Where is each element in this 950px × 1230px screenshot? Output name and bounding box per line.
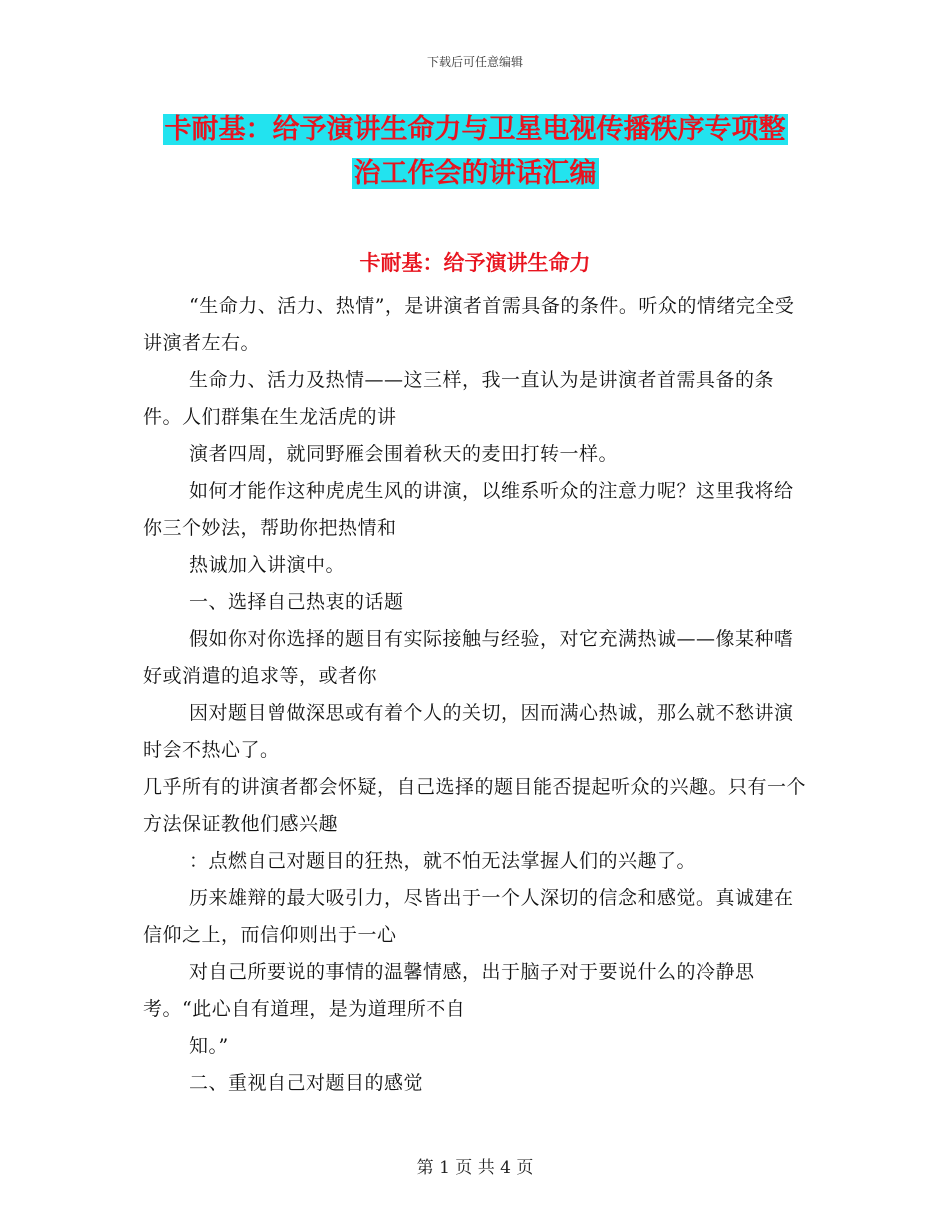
paragraph: 历来雄辩的最大吸引力，尽皆出于一个人深切的信念和感觉。真诚建在信仰之上，而信仰则出于一心 [143, 887, 794, 946]
paragraph: 因对题目曾做深思或有着个人的关切，因而满心热诚，那么就不愁讲演时会不热心了。 [143, 702, 794, 761]
body-text [143, 288, 808, 1102]
main-title-line-1 [0, 110, 950, 150]
paragraph: ：点燃自己对题目的狂热，就不怕无法掌握人们的兴趣了。 [189, 850, 697, 872]
paragraph: 几乎所有的讲演者都会怀疑，自己选择的题目能否提起听众的兴趣。只有一个方法保证教他们感兴趣 [143, 776, 807, 835]
paragraph: 演者四周，就同野雁会围着秋天的麦田打转一样。 [189, 443, 619, 465]
page-number-footer: 第 1 页 共 4 页 [416, 1158, 534, 1178]
paragraph: 如何才能作这种虎虎生风的讲演，以维系听众的注意力呢？这里我将给你三个妙法，帮助你把热情和 [143, 480, 794, 539]
paragraph: 对自己所要说的事情的温馨情感，出于脑子对于要说什么的冷静思考。“此心自有道理，是为道理所不自 [143, 961, 755, 1020]
paragraph: 知。” [189, 1035, 229, 1057]
subheading: 二、重视自己对题目的感觉 [189, 1072, 424, 1094]
subheading: 一、选择自己热衷的话题 [189, 591, 404, 613]
section-title: 卡耐基：给予演讲生命力 [359, 251, 591, 275]
paragraph: 热诚加入讲演中。 [189, 554, 346, 576]
main-title-text-1: 卡耐基：给予演讲生命力与卫星电视传播秩序专项整 [164, 114, 786, 145]
paragraph: “生命力、活力、热情”，是讲演者首需具备的条件。听众的情绪完全受讲演者左右。 [143, 295, 795, 354]
main-title-line-2 [0, 154, 950, 194]
paragraph: 假如你对你选择的题目有实际接触与经验，对它充满热诚——像某种嗜好或消遣的追求等，或者你 [143, 628, 794, 687]
header-note: 下载后可任意编辑 [426, 55, 523, 69]
main-title-text-2: 治工作会的讲话汇编 [353, 158, 597, 189]
paragraph: 生命力、活力及热情——这三样，我一直认为是讲演者首需具备的条件。人们群集在生龙活虎的讲 [143, 369, 775, 428]
